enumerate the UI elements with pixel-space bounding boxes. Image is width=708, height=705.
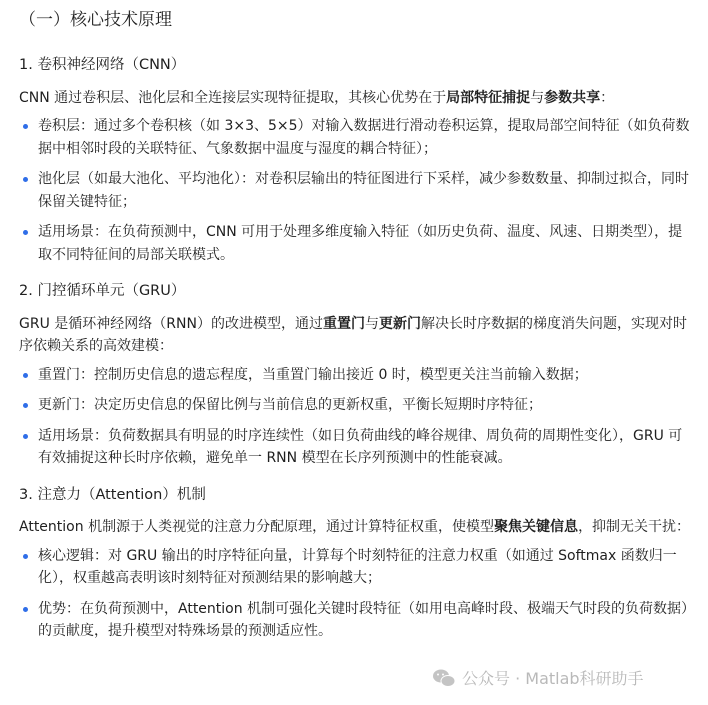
attention-intro: Attention 机制源于人类视觉的注意力分配原理，通过计算特征权重，使模型聚焦关键信息，抑制无关干扰： xyxy=(19,519,691,535)
list-item: 核心逻辑：对 GRU 输出的时序特征向量，计算每个时刻特征的注意力权重（如通过 Softmax 函数归一化），权重越高表明该时刻特征对预测结果的影响越大； xyxy=(19,545,691,590)
gru-intro: GRU 是循环神经网络（RNN）的改进模型，通过重置门与更新门解决长时序数据的梯度消失问题，实现对时序依赖关系的高效建模： xyxy=(19,315,687,354)
section-title: （一）核心技术原理 xyxy=(19,10,172,30)
list-item: 适用场景：负荷数据具有明显的时序连续性（如日负荷曲线的峰谷规律、周负荷的周期性变化），GRU 可有效捕捉这种长时序依赖，避免单一 RNN 模型在长序列预测中的性能衰减。 xyxy=(19,425,691,470)
watermark: 公众号 · Matlab科研助手 xyxy=(432,666,644,689)
cnn-list xyxy=(19,115,691,266)
list-item: 卷积层：通过多个卷积核（如 3×3、5×5）对输入数据进行滑动卷积运算，提取局部空间特征（如负荷数据中相邻时段的关联特征、气象数据中温度与湿度的耦合特征）； xyxy=(19,115,691,160)
list-item: 更新门：决定历史信息的保留比例与当前信息的更新权重，平衡长短期时序特征； xyxy=(19,394,691,417)
attention-heading: 3. 注意力（Attention）机制 xyxy=(19,486,206,503)
wechat-icon xyxy=(432,668,456,688)
list-item: 适用场景：在负荷预测中，CNN 可用于处理多维度输入特征（如历史负荷、温度、风速、日期类型），提取不同特征间的局部关联模式。 xyxy=(19,221,691,266)
gru-heading: 2. 门控循环单元（GRU） xyxy=(19,283,186,299)
cnn-heading: 1. 卷积神经网络（CNN） xyxy=(19,57,186,73)
list-item: 优势：在负荷预测中，Attention 机制可强化关键时段特征（如用电高峰时段、极端天气时段的负荷数据）的贡献度，提升模型对特殊场景的预测适应性。 xyxy=(19,598,691,643)
list-item: 重置门：控制历史信息的遗忘程度，当重置门输出接近 0 时，模型更关注当前输入数据； xyxy=(19,364,691,387)
article xyxy=(19,8,691,657)
list-item: 池化层（如最大池化、平均池化）：对卷积层输出的特征图进行下采样，减少参数数量、抑制过拟合，同时保留关键特征； xyxy=(19,168,691,213)
cnn-intro: CNN 通过卷积层、池化层和全连接层实现特征提取，其核心优势在于局部特征捕捉与参数共享： xyxy=(19,89,615,106)
attention-list xyxy=(19,545,691,643)
gru-list xyxy=(19,364,691,470)
